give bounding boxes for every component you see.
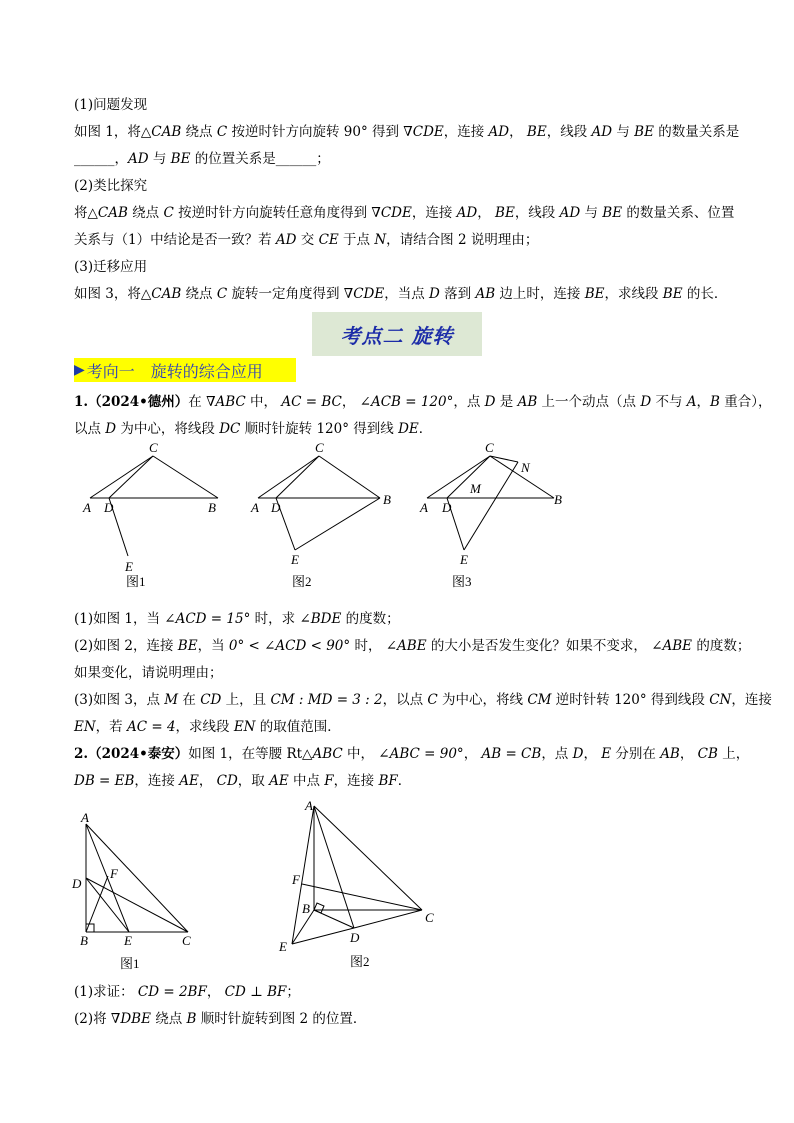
q1-stem-line-1: 1.（2024•德州）在 ∇ABC 中， AC = BC， ∠ACB = 120°，点 D 是 AB 上一个动点（点 D 不与 A，B 重合），: [74, 394, 772, 410]
g2-label-c: C: [425, 910, 434, 925]
g1-label-a: A: [81, 810, 89, 825]
g1-label-b: B: [80, 933, 88, 948]
g2-label-b: B: [302, 901, 310, 916]
f2-caption: 图2: [292, 574, 312, 589]
subsection-bar: [74, 358, 296, 382]
g1-label-d: D: [72, 876, 82, 891]
f3-label-c: C: [485, 440, 494, 455]
g1-caption: 图1: [120, 956, 140, 971]
g2-label-d: D: [350, 930, 360, 945]
g2-label-f: F: [292, 872, 300, 887]
g1-label-f: F: [110, 866, 118, 881]
g2-label-a: A: [305, 798, 313, 813]
g2-caption: 图2: [350, 954, 370, 969]
q2-part-2: (2)将 ∇DBE 绕点 B 顺时针旋转到图 2 的位置．: [74, 1011, 367, 1027]
triangle-marker-icon: ▶: [74, 362, 85, 378]
f2-label-d: D: [271, 500, 281, 515]
f1-label-e: E: [125, 559, 133, 574]
subsection-name: 旋转的综合应用: [150, 361, 263, 381]
q1-figure-1: [80, 440, 230, 589]
q1-part-2-line-1: (2)如图 2，连接 BE，当 0° < ∠ACD < 90° 时， ∠ABE 的大小是否发生变化？如果不变求， ∠ABE 的度数；: [74, 638, 751, 654]
f3-caption: 图3: [452, 574, 472, 589]
f3-label-b: B: [554, 492, 562, 507]
g2-label-e: E: [279, 939, 287, 954]
g1-label-c: C: [182, 933, 191, 948]
part-2-line-1: 将△CAB 绕点 C 按逆时针方向旋转任意角度得到 ∇CDE，连接 AD， BE，线段 AD 与 BE 的数量关系、位置: [74, 205, 735, 221]
q1-figure-3: [418, 440, 578, 589]
f2-label-c: C: [315, 440, 324, 455]
f3-label-m: M: [470, 481, 481, 496]
part-2-line-2: 关系与（1）中结论是否一致？若 AD 交 CE 于点 N，请结合图 2 说明理由；: [74, 232, 539, 248]
f1-label-a: A: [83, 500, 91, 515]
f3-label-d: D: [442, 500, 452, 515]
part-3-line-1: 如图 3，将△CAB 绕点 C 旋转一定角度得到 ∇CDE，当点 D 落到 AB 边上时，连接 BE，求线段 BE 的长．: [74, 286, 728, 302]
f2-label-b: B: [383, 492, 391, 507]
part-2-heading: (2)类比探究: [74, 178, 148, 194]
q1-part-2-line-2: 如果变化，请说明理由；: [74, 665, 223, 681]
q1-part-1: (1)如图 1，当 ∠ACD = 15° 时，求 ∠BDE 的度数；: [74, 611, 400, 627]
f1-label-c: C: [149, 440, 158, 455]
q1-stem-line-2: 以点 D 为中心，将线段 DC 顺时针旋转 120° 得到线 DE．: [74, 421, 433, 437]
part-1-line-2: ______，AD 与 BE 的位置关系是______；: [74, 151, 330, 167]
q2-stem-line-2: DB = EB，连接 AE， CD，取 AE 中点 F，连接 BF．: [74, 773, 412, 789]
f2-label-a: A: [251, 500, 259, 515]
section-title: 考点二 旋转: [340, 323, 454, 348]
f3-label-e: E: [460, 552, 468, 567]
q2-stem-line-1: 2.（2024•泰安）如图 1，在等腰 Rt△ABC 中， ∠ABC = 90°， AB = CB，点 D， E 分别在 AB， CB 上，: [74, 746, 750, 762]
q1-figure-2: [248, 440, 398, 589]
q1-part-3-line-2: EN，若 AC = 4，求线段 EN 的取值范围．: [74, 719, 341, 735]
f1-label-d: D: [104, 500, 114, 515]
q2-part-1: (1)求证： CD = 2BF， CD ⊥ BF；: [74, 984, 300, 1000]
q1-part-3-line-1: (3)如图 3，点 M 在 CD 上，且 CM : MD = 3 : 2，以点 C 为中心，将线 CM 逆时针转 120° 得到线段 CN，连接: [74, 692, 772, 708]
f1-caption: 图1: [126, 574, 146, 589]
g1-label-e: E: [124, 933, 132, 948]
part-1-heading: (1)问题发现: [74, 97, 148, 113]
part-3-heading: (3)迁移应用: [74, 259, 148, 275]
f3-label-n: N: [521, 460, 530, 475]
part-1-line-1: 如图 1，将△CAB 绕点 C 按逆时针方向旋转 90° 得到 ∇CDE，连接 AD， BE，线段 AD 与 BE 的数量关系是: [74, 124, 740, 140]
f1-label-b: B: [208, 500, 216, 515]
subsection-label: 考向一: [86, 361, 135, 381]
section-header: [312, 312, 482, 356]
f2-label-e: E: [291, 552, 299, 567]
q2-figure-1: [70, 808, 210, 976]
q2-figure-2: [270, 796, 440, 974]
f3-label-a: A: [420, 500, 428, 515]
